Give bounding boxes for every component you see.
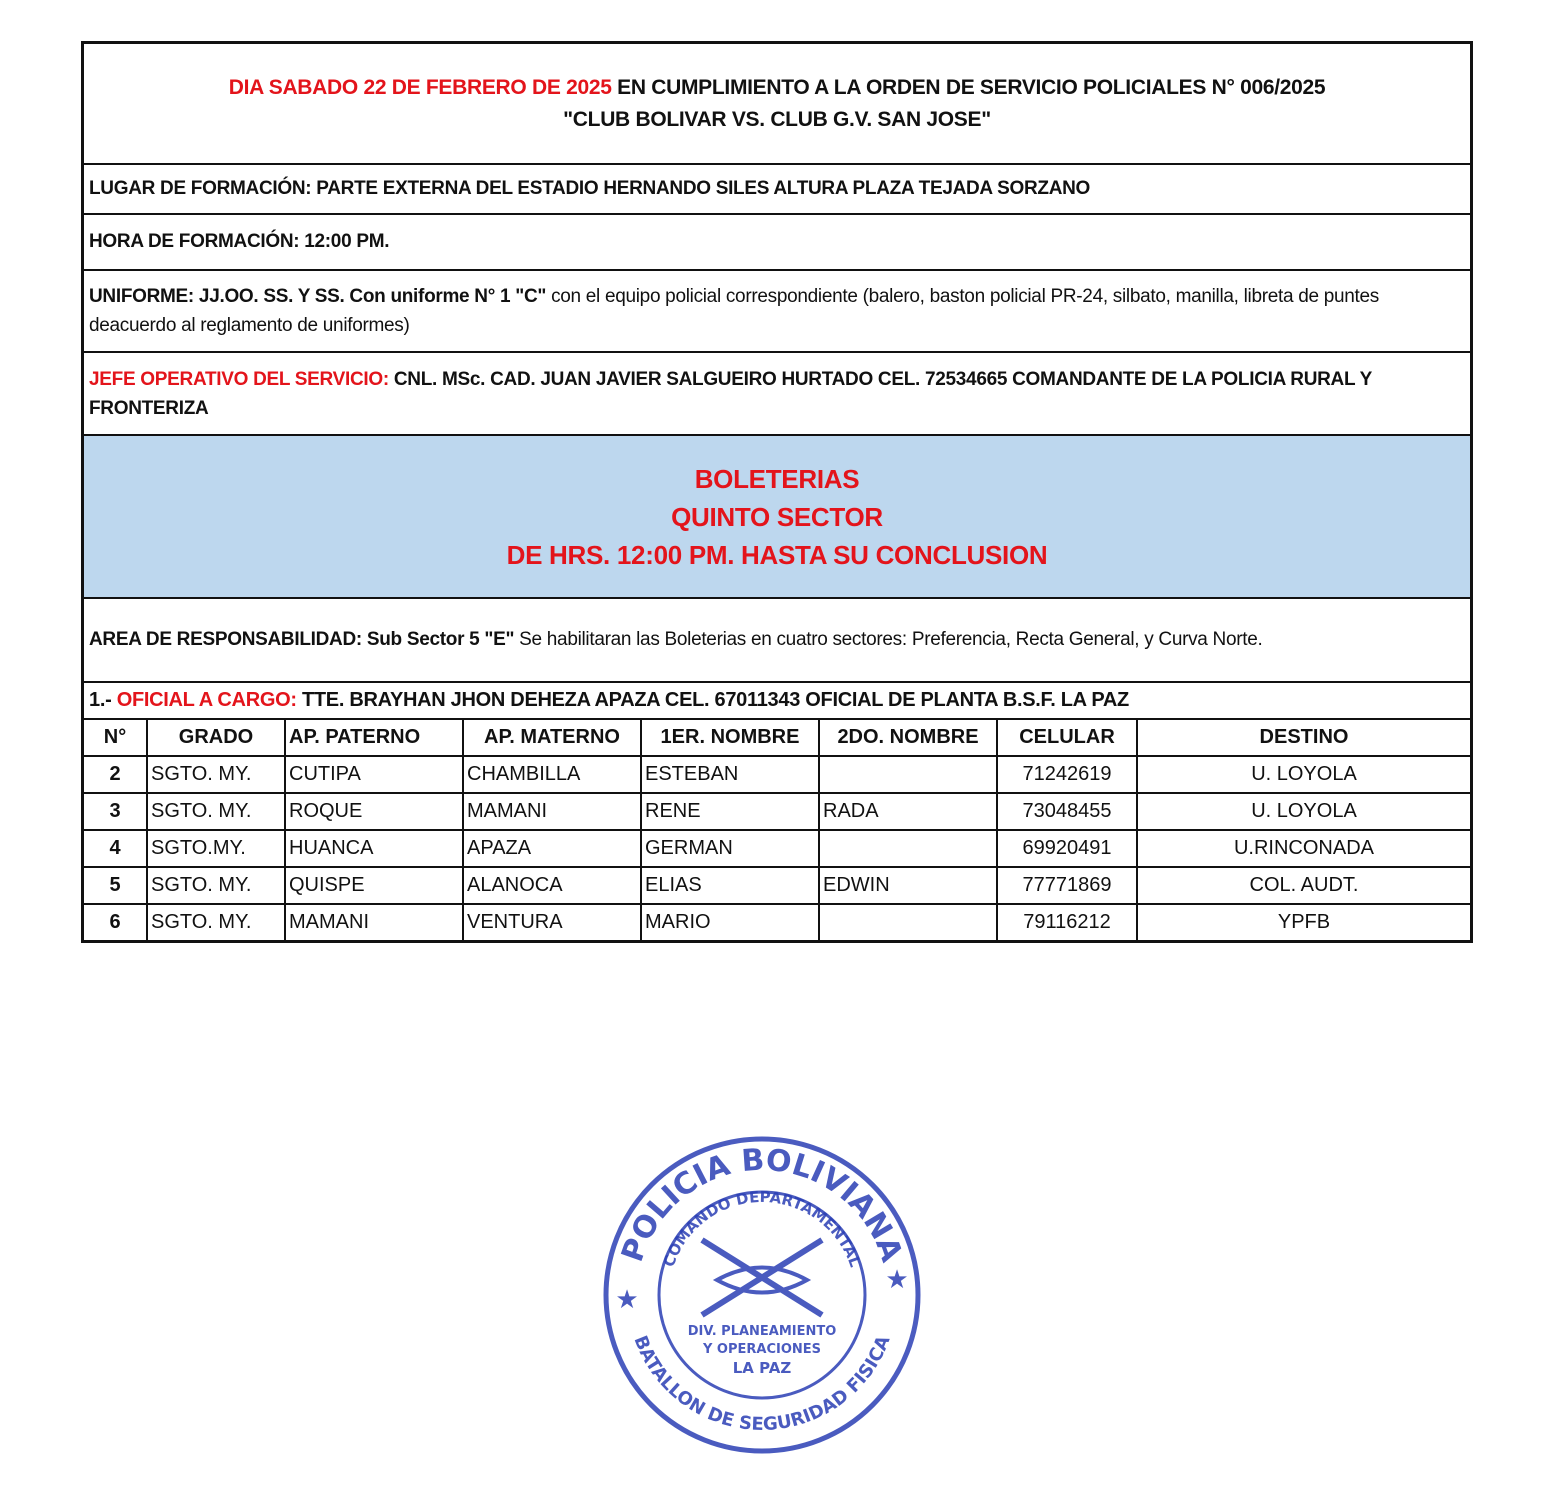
cell-paternal-surname: MAMANI (285, 904, 463, 940)
seal-center-line-3: LA PAZ (732, 1359, 792, 1377)
cell-maternal-surname: VENTURA (463, 904, 641, 940)
cell-paternal-surname: QUISPE (285, 867, 463, 904)
boleterias-banner (84, 436, 1470, 599)
cell-number: 3 (84, 793, 147, 830)
cell-grade: SGTO. MY. (147, 904, 285, 940)
officer-label: OFICIAL A CARGO: (116, 689, 297, 711)
area-label: AREA DE RESPONSABILIDAD: Sub Sector 5 "E" (89, 629, 515, 650)
cell-first-name: ELIAS (641, 867, 819, 904)
cell-phone: 73048455 (997, 793, 1137, 830)
formation-place: LUGAR DE FORMACIÓN: PARTE EXTERNA DEL ESTADIO HERNANDO SILES ALTURA PLAZA TEJADA SORZANO (84, 165, 1470, 215)
seal-outer-ring (606, 1139, 918, 1451)
cell-first-name: GERMAN (641, 830, 819, 867)
cell-destination: COL. AUDT. (1137, 867, 1470, 904)
cell-grade: SGTO. MY. (147, 867, 285, 904)
cell-number: 5 (84, 867, 147, 904)
cell-phone: 79116212 (997, 904, 1137, 940)
service-order-text: EN CUMPLIMIENTO A LA ORDEN DE SERVICIO POLICIALES N° 006/2025 (611, 75, 1326, 99)
chief-detail: CNL. MSc. CAD. JUAN JAVIER SALGUEIRO HURTADO CEL. 72534665 COMANDANTE DE LA POLICIA RURAL Y FRONTERIZA (89, 368, 1372, 419)
cell-second-name (819, 904, 997, 940)
seal-top-text: POLICIA BOLIVIANA (615, 1142, 909, 1267)
cell-paternal-surname: ROQUE (285, 793, 463, 830)
cell-destination: U.RINCONADA (1137, 830, 1470, 867)
cell-number: 2 (84, 756, 147, 793)
cell-first-name: RENE (641, 793, 819, 830)
cell-maternal-surname: CHAMBILLA (463, 756, 641, 793)
header-first-name: 1ER. NOMBRE (641, 720, 819, 756)
police-seal-stamp (597, 1130, 927, 1460)
uniform-detail: con el equipo policial correspondiente (balero, baston policial PR-24, silbato, manilla, libreta de puntes deacuerdo al reglamento de uniformes) (89, 286, 1380, 336)
table-row (84, 904, 1470, 940)
seal-star-right-icon: ★ (885, 1265, 909, 1295)
chief-label: JEFE OPERATIVO DEL SERVICIO: (89, 368, 389, 390)
cell-grade: SGTO. MY. (147, 793, 285, 830)
cell-destination: U. LOYOLA (1137, 793, 1470, 830)
formation-time: HORA DE FORMACIÓN: 12:00 PM. (84, 215, 1470, 271)
header-second-name: 2DO. NOMBRE (819, 720, 997, 756)
cell-destination: U. LOYOLA (1137, 756, 1470, 793)
cell-number: 4 (84, 830, 147, 867)
table-row (84, 867, 1470, 904)
cell-maternal-surname: MAMANI (463, 793, 641, 830)
area-detail: Se habilitaran las Boleterias en cuatro sectores: Preferencia, Recta General, y Curva Norte. (514, 629, 1263, 650)
seal-center-line-2: Y OPERACIONES (702, 1342, 822, 1357)
title-line-1 (229, 72, 1326, 104)
service-order-sheet (81, 41, 1473, 943)
header-destination: DESTINO (1137, 720, 1470, 756)
cell-number: 6 (84, 904, 147, 940)
cell-second-name (819, 756, 997, 793)
cell-grade: SGTO. MY. (147, 756, 285, 793)
cell-phone: 77771869 (997, 867, 1137, 904)
uniform-row (84, 271, 1470, 353)
officer-number: 1.- (89, 689, 117, 711)
header-maternal-surname: AP. MATERNO (463, 720, 641, 756)
cell-grade: SGTO.MY. (147, 830, 285, 867)
banner-line-2: QUINTO SECTOR (671, 501, 883, 532)
officer-in-charge (84, 683, 1470, 720)
officer-detail: TTE. BRAYHAN JHON DEHEZA APAZA CEL. 67011343 OFICIAL DE PLANTA B.S.F. LA PAZ (296, 689, 1129, 711)
responsibility-area (84, 599, 1470, 683)
cell-destination: YPFB (1137, 904, 1470, 940)
seal-bottom-text: BATALLON DE SEGURIDAD FISICA (629, 1332, 895, 1436)
table-row (84, 793, 1470, 830)
document-title (84, 44, 1470, 165)
match-name: "CLUB BOLIVAR VS. CLUB G.V. SAN JOSE" (563, 107, 991, 131)
cell-second-name: EDWIN (819, 867, 997, 904)
uniform-label: UNIFORME: JJ.OO. SS. Y SS. Con uniforme N° 1 "C" (89, 286, 547, 307)
cell-second-name: RADA (819, 793, 997, 830)
table-row (84, 830, 1470, 867)
table-header-row (84, 720, 1470, 756)
cell-phone: 71242619 (997, 756, 1137, 793)
cell-second-name (819, 830, 997, 867)
cell-paternal-surname: CUTIPA (285, 756, 463, 793)
banner-line-1: BOLETERIAS (694, 463, 860, 494)
header-paternal-surname: AP. PATERNO (285, 720, 463, 756)
personnel-table (84, 720, 1470, 940)
cell-maternal-surname: ALANOCA (463, 867, 641, 904)
banner-line-3: DE HRS. 12:00 PM. HASTA SU CONCLUSION (506, 539, 1048, 570)
seal-star-left-icon: ★ (615, 1285, 639, 1315)
cell-maternal-surname: APAZA (463, 830, 641, 867)
header-phone: CELULAR (997, 720, 1137, 756)
cell-first-name: ESTEBAN (641, 756, 819, 793)
header-grade: GRADO (147, 720, 285, 756)
cell-paternal-surname: HUANCA (285, 830, 463, 867)
cell-first-name: MARIO (641, 904, 819, 940)
chief-row (84, 353, 1470, 436)
header-number: N° (84, 720, 147, 756)
cell-phone: 69920491 (997, 830, 1137, 867)
service-date: DIA SABADO 22 DE FEBRERO DE 2025 (228, 75, 612, 99)
table-row (84, 756, 1470, 793)
seal-inner-text: COMANDO DEPARTAMENTAL (659, 1187, 865, 1270)
seal-center-line-1: DIV. PLANEAMIENTO (687, 1324, 837, 1339)
